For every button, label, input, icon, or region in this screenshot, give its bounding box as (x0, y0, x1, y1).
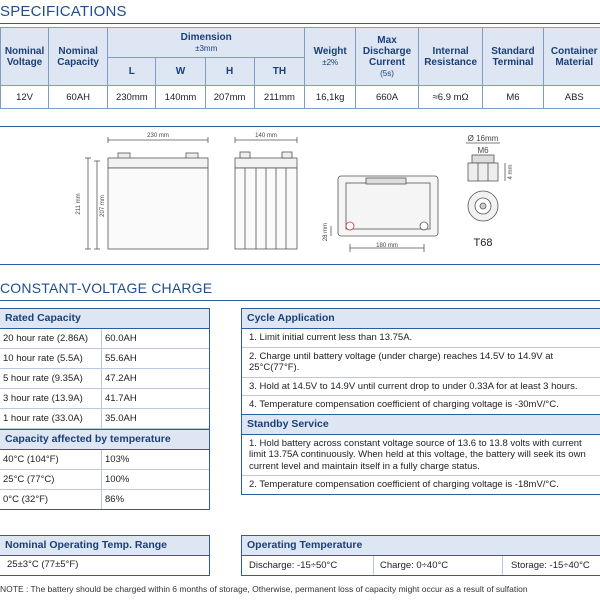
operating-temp-box (241, 535, 600, 576)
front-view-drawing (85, 137, 208, 249)
discharge-temp: Discharge: -15÷50°C (249, 560, 338, 571)
rate-label: 20 hour rate (2.86A) (0, 329, 102, 349)
operating-temp-header: Operating Temperature (242, 536, 600, 556)
dim-h-header: H (205, 58, 254, 86)
battery-drawings (0, 128, 600, 263)
height-th-label: 211 mm (76, 193, 82, 215)
rate-label: 3 hour rate (13.9A) (0, 389, 102, 409)
table-row (0, 389, 209, 409)
table-row (0, 409, 209, 429)
rated-capacity-header: Rated Capacity (0, 309, 209, 329)
top-view-drawing (331, 176, 438, 252)
specifications-title: SPECIFICATIONS (0, 3, 127, 20)
rate-value: 60.0AH (102, 329, 210, 349)
capacity-temp-header: Capacity affected by temperature (0, 429, 209, 450)
voltage-value: 12V (1, 86, 49, 109)
standard-terminal-header: Standard Terminal (483, 28, 543, 86)
cycle-item: 1. Limit initial current less than 13.75A. (242, 329, 600, 348)
cycle-item: 2. Charge until battery voltage (under charge) reaches 14.5V to 14.9V at 25°C(77°F). (242, 348, 600, 378)
terminal-diameter-label: Ø 16mm (467, 134, 499, 143)
specifications-table (0, 27, 600, 109)
height-value: 207mm (205, 86, 254, 109)
cycle-item: 4. Temperature compensation coefficient of charging voltage is -30mV/°C. (249, 399, 559, 410)
weight-label: Weight (313, 45, 347, 57)
capacity-temp-table (0, 450, 209, 509)
title-rule (0, 23, 600, 24)
drawing-bottom-rule (0, 264, 600, 265)
side-width-label: 140 mm (255, 133, 277, 139)
dim-l-header: L (108, 58, 156, 86)
dimension-header (108, 28, 305, 58)
terminal-value: M6 (483, 86, 543, 109)
table-row (0, 470, 209, 490)
temp-label: 40°C (104°F) (0, 450, 102, 470)
rate-label: 10 hour rate (5.5A) (0, 349, 102, 369)
temp-value: 86% (102, 490, 210, 510)
max-discharge-header (356, 28, 419, 86)
cvc-rule (0, 300, 600, 301)
table-row (0, 490, 209, 510)
weight-header (305, 28, 356, 86)
rate-label: 1 hour rate (33.0A) (0, 409, 102, 429)
table-row (0, 369, 209, 389)
standby-item: 1. Hold battery across constant voltage source of 13.6 to 13.8 volts with current limit 13.75A continuously. When held at this voltage, the battery will seek its own current level and maintain itself in a fully charge status. (242, 435, 600, 477)
table-row (0, 450, 209, 470)
cycle-item: 3. Hold at 14.5V to 14.9V until current drop to under 0.33A for at least 3 hours. (242, 378, 600, 397)
storage-note: NOTE : The battery should be charged within 6 months of storage, Otherwise, permanent loss of capacity might occur as a result of sulfation (0, 584, 528, 594)
resistance-value: ≈6.9 mΩ (418, 86, 482, 109)
terminal-bolt-label: M6 (477, 146, 489, 155)
material-value: ABS (543, 86, 600, 109)
rated-capacity-box (0, 308, 210, 510)
temp-value: 103% (102, 450, 210, 470)
cvc-title: CONSTANT-VOLTAGE CHARGE (0, 280, 213, 296)
standby-item: 2. Temperature compensation coefficient of charging voltage is -18mV/°C. (249, 479, 559, 490)
table-row (0, 329, 209, 349)
temp-label: 0°C (32°F) (3, 494, 49, 505)
container-material-header: Container Material (543, 28, 600, 86)
rate-label: 5 hour rate (9.35A) (0, 369, 102, 389)
max-current-value: 660A (356, 86, 419, 109)
width-value: 140mm (156, 86, 205, 109)
rate-value: 35.0AH (102, 409, 210, 429)
max-discharge-label: Max Discharge Current (362, 34, 412, 68)
rate-value: 47.2AH (102, 369, 210, 389)
temp-value: 100% (102, 470, 210, 490)
cycle-application-header: Cycle Application (242, 309, 600, 329)
capacity-value: 60AH (49, 86, 108, 109)
cycle-standby-box (241, 308, 600, 495)
operating-range-header: Nominal Operating Temp. Range (0, 536, 209, 556)
internal-resistance-header: Internal Resistance (418, 28, 482, 86)
terminal-height-label: 4 mm (508, 164, 514, 180)
top-small-label: 28 mm (323, 222, 329, 242)
max-discharge-sub: (5s) (380, 68, 394, 78)
nominal-voltage-header: Nominal Voltage (1, 28, 49, 86)
dimension-label: Dimension (180, 31, 232, 43)
nominal-capacity-header: Nominal Capacity (49, 28, 108, 86)
length-value: 230mm (108, 86, 156, 109)
storage-temp: Storage: -15÷40°C (502, 556, 600, 575)
operating-temp-row (242, 556, 600, 575)
dimension-tolerance: ±3mm (195, 43, 218, 53)
front-width-label: 230 mm (147, 133, 169, 139)
temp-label: 25°C (77°C) (0, 470, 102, 490)
operating-range-value: 25±3°C (77±5°F) (7, 559, 79, 570)
standby-service-header: Standby Service (242, 414, 600, 435)
charge-temp: Charge: 0÷40°C (373, 556, 502, 575)
drawing-top-rule (0, 126, 600, 127)
height-h-label: 207 mm (100, 195, 106, 217)
dim-w-header: W (156, 58, 205, 86)
side-view-drawing (235, 137, 297, 249)
weight-value: 16,1kg (305, 86, 356, 109)
weight-tolerance: ±2% (322, 57, 339, 67)
operating-range-box (0, 535, 210, 576)
dim-th-header: TH (254, 58, 305, 86)
rate-value: 55.6AH (102, 349, 210, 369)
rated-capacity-table (0, 329, 209, 429)
rate-value: 41.7AH (102, 389, 210, 409)
top-width-label: 180 mm (376, 243, 398, 249)
terminal-code-label: T68 (473, 237, 493, 249)
table-row (0, 349, 209, 369)
total-height-value: 211mm (254, 86, 305, 109)
